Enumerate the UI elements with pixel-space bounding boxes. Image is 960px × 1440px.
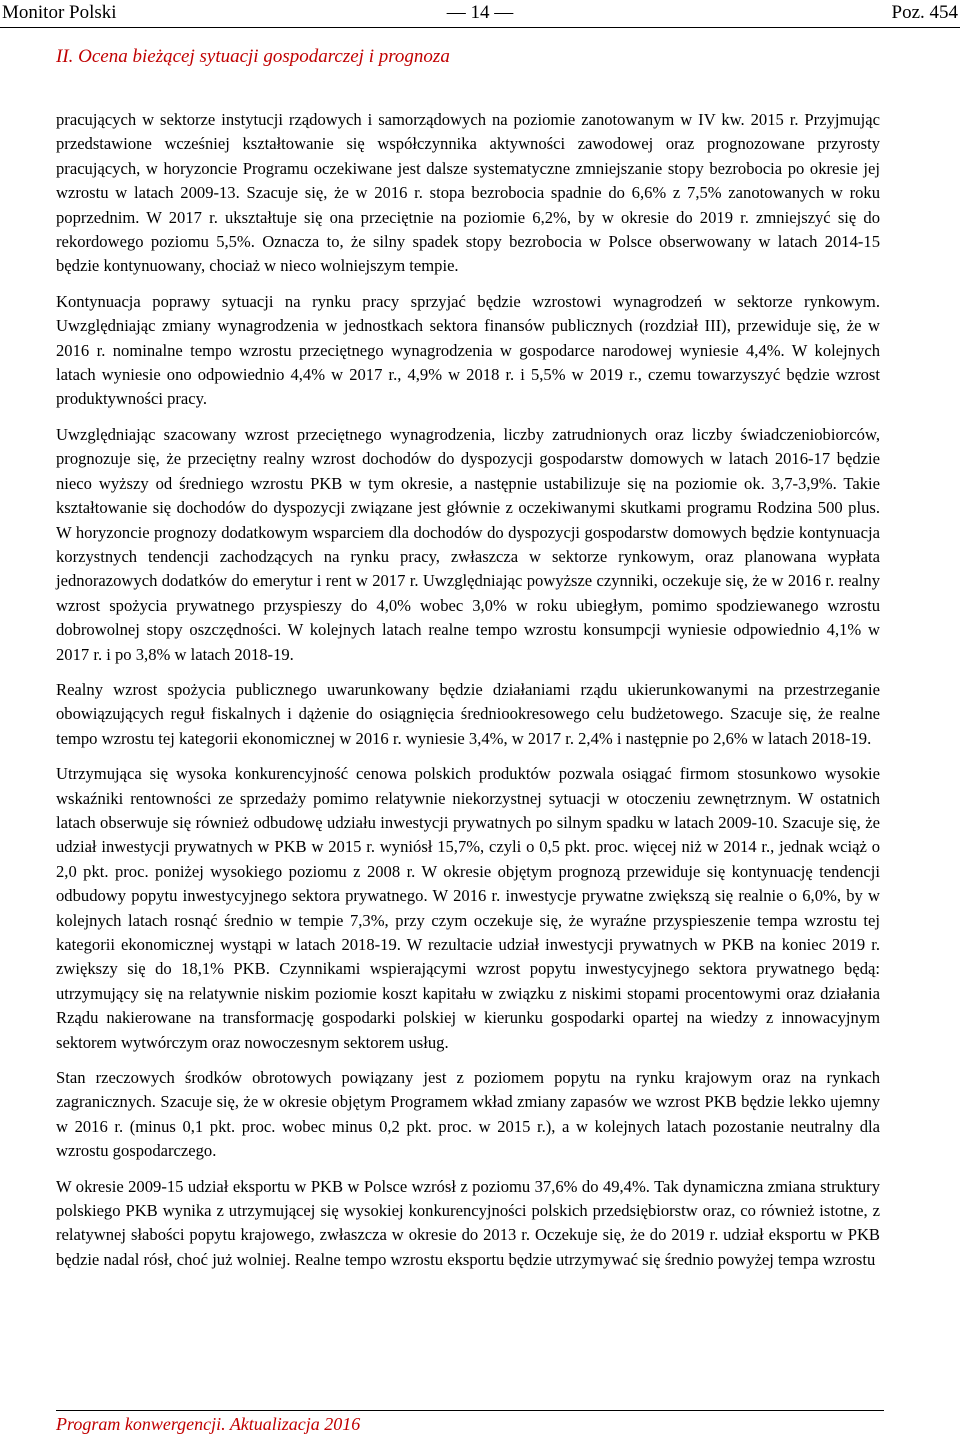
paragraph: Uwzględniając szacowany wzrost przeciętnego wynagrodzenia, liczby zatrudnionych oraz liczby świadczeniobiorców, prognozuje się, że przeciętny realny wzrost dochodów do dyspozycji gospodarstw domowych w latach 2016-17 będzie nieco wyższy od średniego wzrostu PKB w tym okresie, a następnie ustabilizuje się na poziomie ok. 3,7-3,9%. Takie kształtowanie się dochodów do dyspozycji związane jest głównie z oczekiwanymi skutkami programu Rodzina 500 plus. W horyzoncie prognozy dodatkowym wsparciem dla dochodów do dyspozycji gospodarstw domowych będzie kontynuacja korzystnych tendencji zachodzących na rynku pracy, zwłaszcza w sektorze rynkowym, oraz planowana wypłata jednorazowych dodatków do emerytur i rent w 2017 r. Uwzględniając powyższe czynniki, oczekuje się, że w 2016 r. realny wzrost spożycia prywatnego przyspieszy do 4,0% wobec 3,0% w roku ubiegłym, pomimo spodziewanego wzrostu dobrowolnej stopy oszczędności. W kolejnych latach realne tempo wzrostu konsumpcji wyniesie odpowiednio 4,1% w 2017 r. i po 3,8% w latach 2018-19.: [56, 424, 880, 664]
page-footer: Program konwergencji. Aktualizacja 2016: [56, 1414, 361, 1434]
document-body: [56, 108, 880, 1283]
paragraph: Realny wzrost spożycia publicznego uwarunkowany będzie działaniami rządu ukierunkowanymi na przestrzeganie obowiązujących reguł fiskalnych i dążenie do osiągnięcia średniookresowego celu budżetowego. Szacuje się, że realne tempo wzrostu tej kategorii ekonomicznej w 2016 r. wyniesie 3,4%, w 2017 r. 2,4% i następnie po 2,6% w latach 2018-19.: [56, 679, 880, 748]
journal-title: Monitor Polski: [2, 2, 117, 23]
paragraph: W okresie 2009-15 udział eksportu w PKB w Polsce wzrósł z poziomu 37,6% do 49,4%. Tak dynamiczna zmiana struktury polskiego PKB wynika z utrzymującej się wysokiej konkurencyjności polskich przedsiębiorstw oraz, co również istotne, z relatywnej słabości popytu krajowego, zwłaszcza w okresie do 2013 r. Oczekuje się, że do 2019 r. udział eksportu w PKB będzie nadal rósł, choć już wolniej. Realne tempo wzrostu eksportu będzie utrzymywać się średnio powyżej tempa wzrostu: [56, 1176, 880, 1269]
paragraph: pracujących w sektorze instytucji rządowych i samorządowych na poziomie zanotowanym w IV kw. 2015 r. Przyjmując przedstawione wcześniej kształtowanie się współczynnika aktywności zawodowej oraz prognozowane przyrosty pracujących, w horyzoncie Programu oczekiwane jest dalsze systematyczne zmniejszanie stopy bezrobocia po okresie jej wzrostu w latach 2009-13. Szacuje się, że w 2016 r. stopa bezrobocia spadnie do 6,6% z 7,5% zanotowanych w roku poprzednim. W 2017 r. ukształtuje się ona przeciętnie na poziomie 6,2%, by w okresie do 2019 r. zmniejszyć się do rekordowego poziomu 5,5%. Oznacza to, że silny spadek stopy bezrobocia w Polsce obserwowany w latach 2014-15 będzie kontynuowany, chociaż w nieco wolniejszym tempie.: [56, 110, 880, 276]
paragraph: Stan rzeczowych środków obrotowych powiązany jest z poziomem popytu na rynku krajowym oraz na rynkach zagranicznych. Szacuje się, że w okresie objętym Programem wkład zmiany zapasów we wzrost PKB będzie lekko ujemny w 2016 r. (minus 0,1 pkt. proc. wobec minus 0,2 pkt. proc. w 2015 r.), a w kolejnych latach pozostanie neutralny dla wzrostu gospodarczego.: [56, 1068, 880, 1161]
section-title: II. Ocena bieżącej sytuacji gospodarczej i prognoza: [56, 46, 450, 67]
page-header: [0, 0, 960, 28]
position-number: Poz. 454: [891, 2, 958, 23]
footer-divider: [56, 1410, 884, 1411]
paragraph: Kontynuacja poprawy sytuacji na rynku pracy sprzyjać będzie wzrostowi wynagrodzeń w sektorze rynkowym. Uwzględniając zmiany wynagrodzenia w jednostkach sektora finansów publicznych (rozdział III), przewiduje się, że w 2016 r. nominalne tempo wzrostu przeciętnego wynagrodzenia w gospodarce narodowej wyniesie 4,4%. W kolejnych latach wyniesie ono odpowiednio 4,4% w 2017 r., 4,9% w 2018 r. i 5,5% w 2019 r., czemu towarzyszyć będzie wzrost produktywności pracy.: [56, 291, 880, 409]
page-number: — 14 —: [446, 2, 514, 23]
paragraph: Utrzymująca się wysoka konkurencyjność cenowa polskich produktów pozwala osiągać firmom stosunkowo wysokie wskaźniki rentowności ze sprzedaży pomimo relatywnie niekorzystnej sytuacji w otoczeniu zewnętrznym. W ostatnich latach obserwuje się również odbudowę udziału inwestycji prywatnych po silnym spadku w latach 2009-10. Szacuje się, że udział inwestycji prywatnych w PKB w 2015 r. wyniósł 15,7%, czyli o 0,5 pkt. proc. więcej niż w 2014 r., jednak wciąż o 2,0 pkt. proc. poniżej wysokiego poziomu z 2008 r. W okresie objętym prognozą przewiduje się kontynuację tendencji odbudowy popytu inwestycyjnego sektora prywatnego. W 2016 r. inwestycje prywatne zwiększą się realnie o 6,0%, by w kolejnych latach rosnąć średnio w tempie 7,3%, przy czym oczekuje się, że wyraźne przyspieszenie tempa wzrostu tej kategorii ekonomicznej wystąpi w latach 2018-19. W rezultacie udział inwestycji prywatnych w PKB na koniec 2019 r. zwiększy się do 18,1% PKB. Czynnikami wspierającymi wzrost popytu inwestycyjnego sektora prywatnego będą: utrzymujący się na relatywnie niskim poziomie koszt kapitału w związku z niskimi stopami procentowymi oraz działania Rządu nakierowane na transformację gospodarki polskiej w kierunku gospodarki opartej na wiedzy z innowacyjnym sektorem wytwórczym oraz nowoczesnym sektorem usług.: [56, 764, 880, 1052]
header-divider: [0, 27, 960, 28]
